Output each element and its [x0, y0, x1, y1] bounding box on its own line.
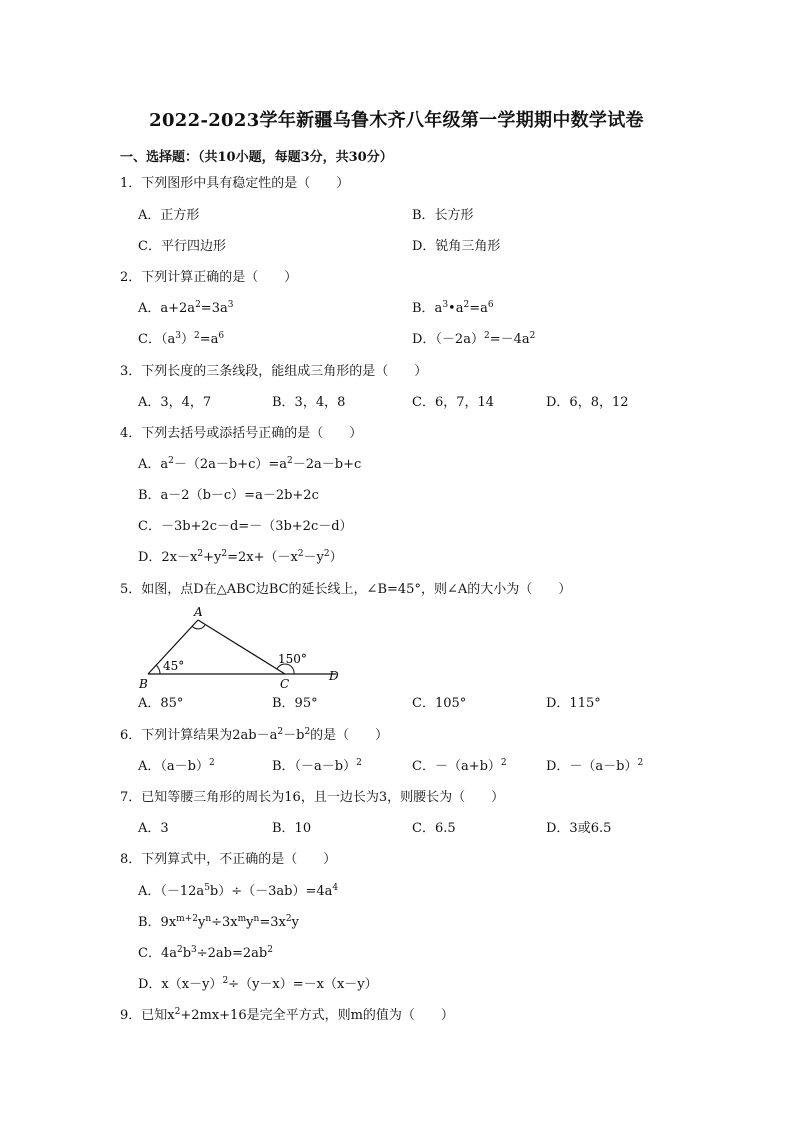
label-c: C: [280, 677, 290, 690]
question-8-option-c: C．$4a^2b^3\div 2ab=2ab^2$: [138, 945, 273, 961]
question-3-stem: 3．下列长度的三条线段，能组成三角形的是（ ）: [120, 364, 428, 379]
question-5-stem: 5．如图，点D在△ABC边BC的延长线上，∠B=45°，则∠A的大小为（ ）: [120, 582, 572, 597]
question-7-option-c: C．6.5: [412, 821, 456, 836]
angle-c-label: 150°: [278, 652, 307, 666]
question-8-option-a: A．$(-12a^5b)\div(-3ab)=4a^4$: [138, 883, 339, 899]
question-1-stem: 1．下列图形中具有稳定性的是（ ）: [120, 176, 350, 191]
question-7-option-b: B．10: [272, 821, 312, 836]
question-5-option-c: C．105°: [412, 696, 467, 711]
question-5-option-d: D．115°: [546, 696, 601, 711]
question-4-option-a: A．$a^2-(2a-b+c)=a^2-2a-b+c$: [138, 456, 362, 472]
label-a: A: [194, 605, 203, 619]
question-1-option-a: A．正方形: [138, 208, 200, 223]
exam-title: 2022-2023学年新疆乌鲁木齐八年级第一学期期中数学试卷: [149, 110, 644, 131]
question-2-option-d: D．$(-2a)^2=-4a^2$: [412, 331, 536, 347]
line-ac: [198, 620, 285, 674]
question-5-option-a: A．85°: [138, 696, 184, 711]
question-3-option-a: A．3，4，7: [138, 395, 212, 410]
question-8-option-d: D．$x(x-y)^2\div(y-x)=-x(x-y)$: [138, 976, 378, 992]
angle-b-label: 45°: [163, 659, 185, 673]
label-d: D: [329, 669, 339, 683]
question-6-option-d: D．$-(a-b)^2$: [546, 758, 644, 774]
question-6-option-b: B．$(-a-b)^2$: [272, 758, 362, 774]
question-7-stem: 7．已知等腰三角形的周长为16，且一边长为3，则腰长为（ ）: [120, 790, 505, 805]
question-2-stem: 2．下列计算正确的是（ ）: [120, 270, 298, 285]
angle-b-arc: [156, 665, 160, 674]
question-6-option-c: C．$-(a+b)^2$: [412, 758, 507, 774]
question-6-stem: 6．下列计算结果为$2ab-a^2-b^2$的是（ ）: [120, 727, 389, 743]
question-4-stem: 4．下列去括号或添括号正确的是（ ）: [120, 426, 363, 441]
question-3-option-b: B．3，4，8: [272, 395, 346, 410]
question-3-option-c: C．6，7，14: [412, 395, 495, 410]
question-5-option-b: B．95°: [272, 696, 318, 711]
question-1-option-b: B．长方形: [412, 208, 474, 223]
question-4-option-d: D．$2x-x^2+y^2=2x+(-x^2-y^2)$: [138, 549, 343, 565]
section-heading: 一、选择题：（共10小题，每题3分，共30分）: [120, 150, 393, 165]
question-3-option-d: D．6，8，12: [546, 395, 629, 410]
question-1-option-d: D．锐角三角形: [412, 239, 501, 254]
question-6-option-a: A．$(a-b)^2$: [138, 758, 215, 774]
question-7-option-a: A．3: [138, 821, 169, 836]
question-7-option-d: D．3或6.5: [546, 821, 612, 836]
question-4-option-c: C．－3b+2c－d=－（3b+2c－d）: [138, 519, 353, 534]
angle-a-arc: [192, 625, 205, 629]
question-2-option-c: C．$(a^3)^2=a^6$: [138, 331, 225, 347]
question-9-stem: 9．已知$x^2+2mx+16$是完全平方式，则m的值为（ ）: [120, 1007, 454, 1023]
question-8-stem: 8．下列算式中，不正确的是（ ）: [120, 852, 337, 867]
label-b: B: [139, 677, 148, 690]
triangle-figure: [134, 604, 354, 690]
question-2-option-b: B．$a^3•a^2=a^6$: [412, 300, 494, 316]
question-8-option-b: B．$9x^{m+2}y^n\div 3x^my^n=3x^2y$: [138, 914, 299, 930]
question-4-option-b: B．a－2（b－c）=a－2b+2c: [138, 488, 319, 503]
question-1-option-c: C．平行四边形: [138, 239, 226, 254]
question-2-option-a: A．$a+2a^2=3a^3$: [138, 300, 234, 316]
